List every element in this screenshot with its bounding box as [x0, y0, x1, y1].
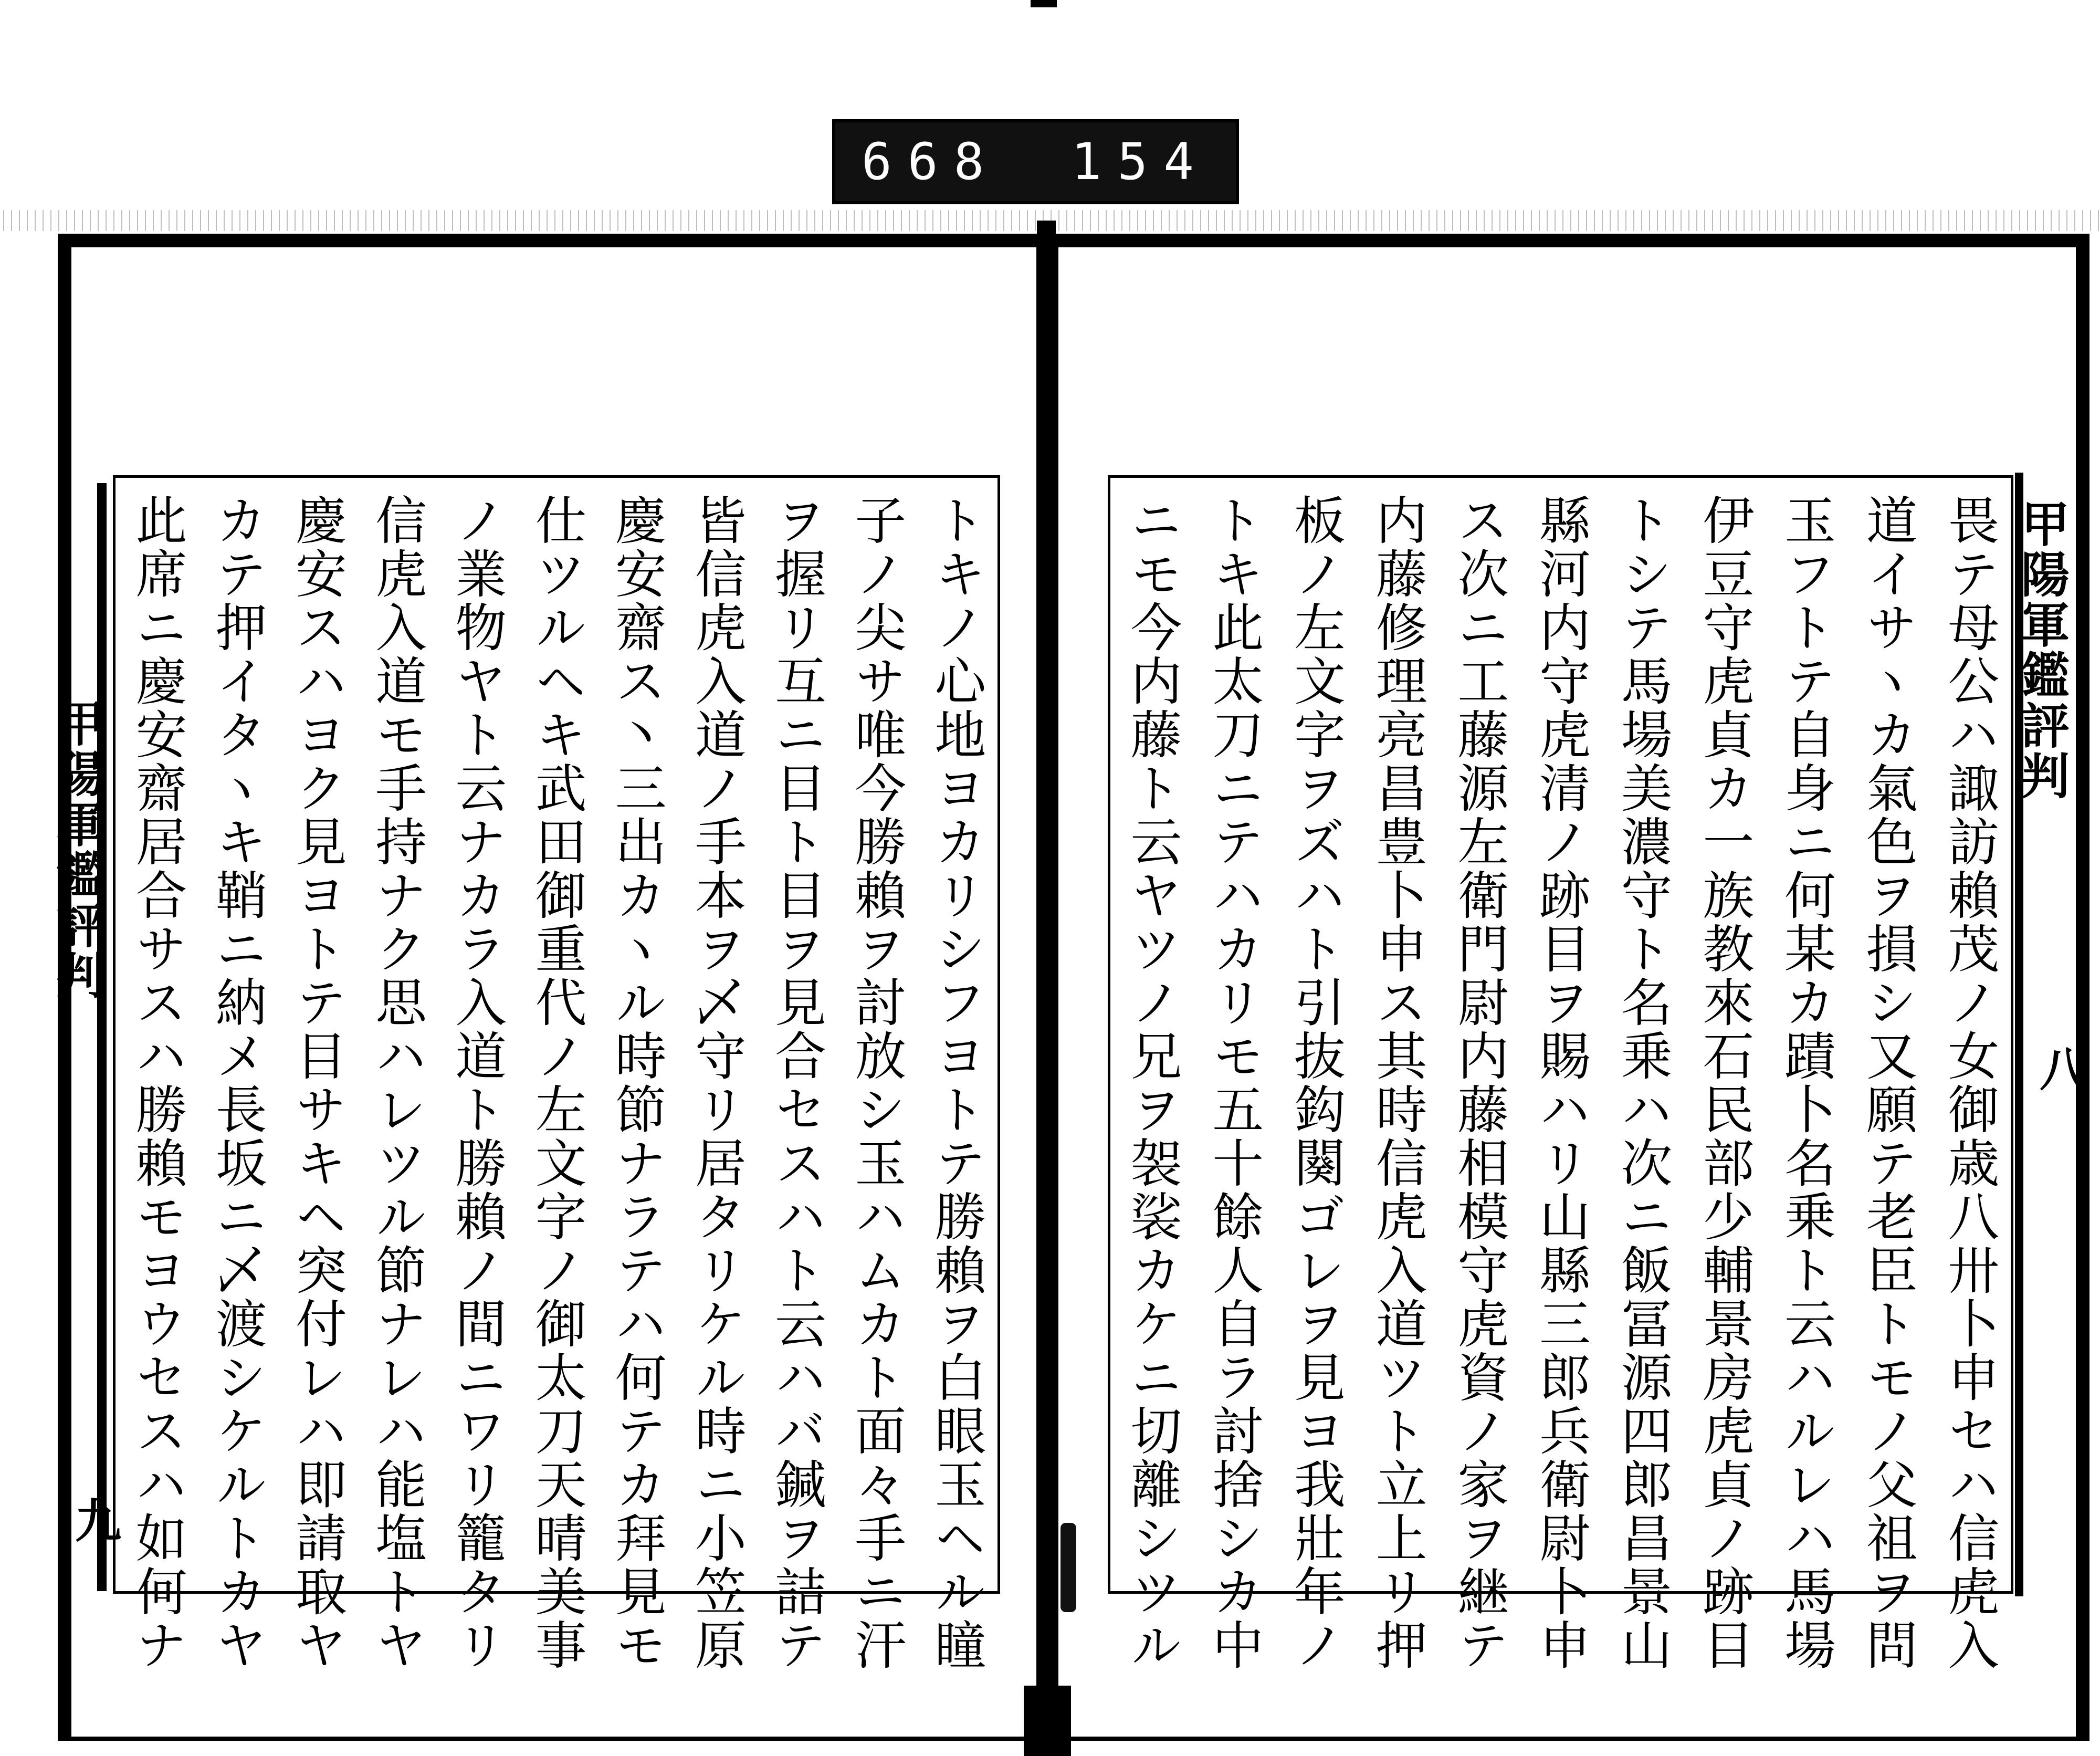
text-column: ヲ握リ互ニ目ト目ヲ見合セスハト云ハバ鍼ヲ詰テ: [766, 494, 826, 1672]
call-number-label: [832, 119, 1239, 204]
text-column: 此席ニ慶安齋居合サスハ勝賴モヨウセスハ如何ナ: [127, 494, 187, 1672]
text-column: カテ押イタヽキ鞘ニ納メ長坂ニ乄渡シケルトカヤ: [207, 494, 267, 1672]
spine-top-tick: [1031, 0, 1057, 7]
text-column: 子ノ尖サ唯今勝賴ヲ討放シ玉ハムカト面々手ニ汗: [846, 494, 906, 1672]
left-page-columns: [127, 494, 986, 1672]
text-column: 皆信虎入道ノ手本ヲ乄守リ居タリケル時ニ小笠原: [686, 494, 747, 1672]
call-number-left: 668: [862, 132, 1000, 191]
right-page-text-block: [1108, 475, 2013, 1672]
right-margin-title: 甲陽軍鑑評判: [2013, 499, 2070, 801]
text-column: 仕ツルヘキ武田御重代ノ左文字ノ御太刀天晴美事: [526, 494, 586, 1672]
text-column: トキノ心地ヨカリシフヨトテ勝賴ヲ白眼玉ヘル瞳: [926, 494, 986, 1672]
text-column: 慶安スハヨク見ヨトテ目サキヘ突付レハ即請取ヤ: [287, 494, 347, 1672]
left-margin-title: 甲陽軍鑑評判: [48, 698, 105, 1001]
right-page-number: 八: [2032, 1045, 2087, 1091]
call-number-right: 154: [1071, 132, 1210, 191]
text-column: トキ此太刀ニテハカリモ五十餘人自ラ討捨シカ中: [1203, 494, 1264, 1672]
text-column: ニモ今内藤ト云ヤツノ兄ヲ袈裟カケニ切離シツル: [1122, 494, 1182, 1672]
binding-string: [1060, 1523, 1076, 1612]
text-column: ノ業物ヤト云ナカラ入道ト勝賴ノ間ニワリ籠タリ: [446, 494, 507, 1672]
text-column: 伊豆守虎貞カ一族教來石民部少輔景房虎貞ノ跡目: [1694, 494, 1754, 1672]
text-column: ス次ニ工藤源左衛門尉内藤相模守虎資ノ家ヲ継テ: [1448, 494, 1509, 1672]
text-column: 縣河内守虎清ノ跡目ヲ賜ハリ山縣三郎兵衛尉卜申: [1530, 494, 1591, 1672]
left-page-text-block: [113, 475, 1000, 1672]
right-page-columns: [1122, 494, 1999, 1672]
text-column: 畏テ母公ハ諏訪賴茂ノ女御歳八卅卜申セハ信虎入: [1939, 494, 1999, 1672]
book-spine: [1037, 221, 1056, 1743]
text-column: 内藤修理亮昌豊卜申ス其時信虎入道ツト立上リ押: [1367, 494, 1427, 1672]
left-page-number: 九: [68, 1497, 122, 1543]
bottom-spine-tab: [1024, 1686, 1071, 1756]
text-column: 板ノ左文字ヲズハト引抜鈎闋ゴレヲ見ヨ我壯年ノ: [1285, 494, 1346, 1672]
text-column: 玉フトテ自身ニ何某カ蹟卜名乗ト云ハルレハ馬場: [1776, 494, 1836, 1672]
text-column: 信虎入道モ手持ナク思ハレツル節ナレハ能塩トヤ: [366, 494, 427, 1672]
text-column: トシテ馬場美濃守ト名乗ハ次ニ飯冨源四郎昌景山: [1612, 494, 1673, 1672]
text-column: 慶安齋ス丶三出カヽル時節ナラテハ何テカ拜見モ: [606, 494, 667, 1672]
text-column: 道イサヽカ氣色ヲ損シ又願テ老臣トモノ父祖ヲ問: [1857, 494, 1918, 1672]
